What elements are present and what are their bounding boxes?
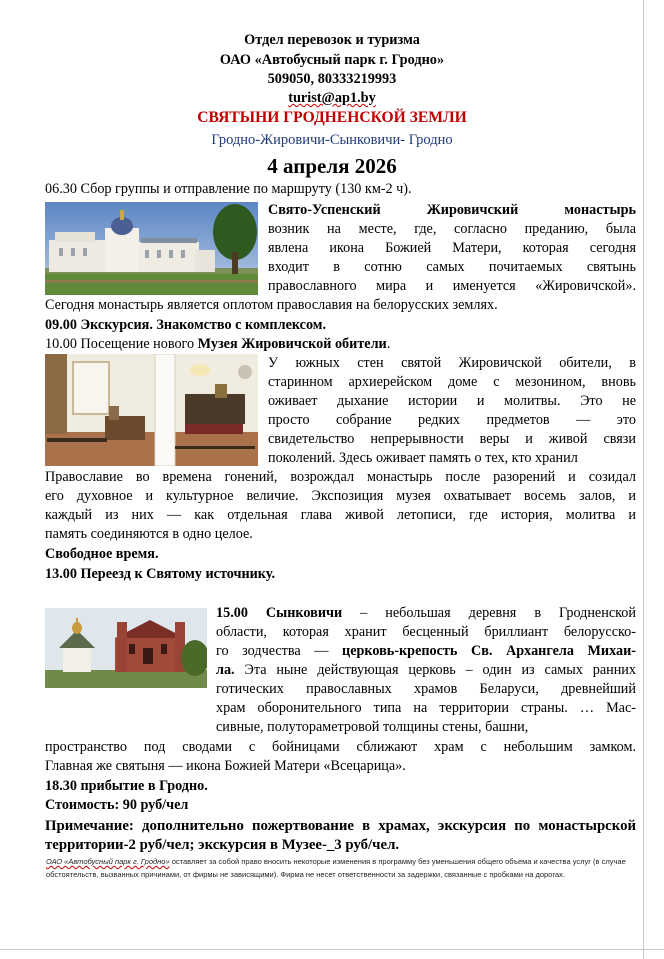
org-name: Отдел перевозок и туризма: [244, 32, 420, 48]
museum-text-block: У южных стен святой Жировичской обители, в старинном архиерейском доме с мезонином, вновь оживает дыхание истории и молитвы. Это не просто собрание редких предметов — это свидетельство непрерывности веры и живой связи поколений. Здесь оживает память о тех, кто хранил: [268, 355, 636, 466]
museum-text-tail: Православие во времена гонений, возрождал монастырь после разорений и созидал его духовное и культурное величие. Экспозиция музея охватывает восемь залов, и каждый из них — как отдельная глава живой летописи, где история, молитва и память соединяются в одно целое.: [45, 469, 636, 542]
museum-name: Музея Жировичской обители: [197, 336, 387, 352]
monastery-name: Свято-Успенский Жировичский монастырь: [268, 202, 636, 218]
free-time: Свободное время.: [45, 546, 159, 562]
arrival-line: 18.30 прибытие в Гродно.: [45, 778, 208, 794]
church-photo: [45, 608, 207, 688]
monastery-text-tail: Сегодня монастырь является оплотом православия на белорусских землях.: [45, 297, 498, 313]
transfer-line: 13.00 Переезд к Святому источнику.: [45, 566, 276, 582]
museum-photo: [45, 354, 258, 466]
email-link[interactable]: turist@ap1.by: [288, 90, 376, 106]
icon-line: Главная же святыня — икона Божией Матери «Всецарица».: [45, 758, 406, 774]
disclaimer: [46, 856, 632, 881]
price-line: Стоимость: 90 руб/чел: [45, 797, 189, 813]
company-name: ОАО «Автобусный парк г. Гродно»: [219, 52, 445, 68]
tour-title: СВЯТЫНИ ГРОДНЕНСКОЙ ЗЕМЛИ: [197, 109, 467, 126]
disclaimer-text: оставляет за собой право вносить некоторые изменения в программу без уменьшения общего объема и качества услуг (в случае обстоятельств, вызванных причинами, от фирмы не зависящими). Фирма не несет ответственности за задержки, связанные с пробками на дорогах.: [46, 857, 626, 879]
disclaimer-company: ОАО «Автобусный парк г. Гродно»: [46, 857, 170, 866]
tour-date: 4 апреля 2026: [267, 154, 397, 178]
note-block: Примечание: дополнительно пожертвование в храмах, экскурсия по монастырской территории-2 руб/чел; экскурсия в Музее-_3 руб/чел.: [45, 818, 636, 853]
monastery-text-block: возник на месте, где, согласно преданию, была явлена икона Божией Матери, которая сегодня входит в сотню самых почитаемых святынь православного мира и именуется «Жировичской».: [268, 221, 636, 294]
departure-line: 06.30 Сбор группы и отправление по маршруту (130 км-2 ч).: [45, 181, 412, 197]
monastery-photo: [45, 202, 258, 295]
phone-numbers: 509050, 80333219993: [267, 71, 397, 87]
page-border-bottom: [0, 949, 664, 950]
route-line: Гродно-Жировичи-Сынковичи- Гродно: [211, 132, 453, 148]
synkovichi-text-block: 15.00 Сынковичи – небольшая деревня в Гродненской области, которая хранит бесценный бриллиант белорусско- го зодчества — церковь-крепость Св. Архангела Михаи- ла. Эта ныне действующая церковь – один из самых ранних готических православных храмов Беларуси, древнейший храм оборонительного типа на территории страны. … Мас- сивные, полутораметровой толщины стены, башни,: [216, 605, 637, 735]
tour-line: 09.00 Экскурсия. Знакомство с комплексом.: [45, 317, 327, 333]
synkovichi-text-tail: пространство под сводами с бойницами сближают храм с небольшим замком.: [45, 739, 636, 755]
museum-suffix: .: [386, 336, 391, 352]
museum-line: [45, 335, 390, 354]
museum-prefix: 10.00 Посещение нового: [45, 336, 198, 352]
monastery-heading-line: [268, 201, 636, 220]
synkovichi-heading: 15.00 Сынковичи: [216, 605, 343, 621]
